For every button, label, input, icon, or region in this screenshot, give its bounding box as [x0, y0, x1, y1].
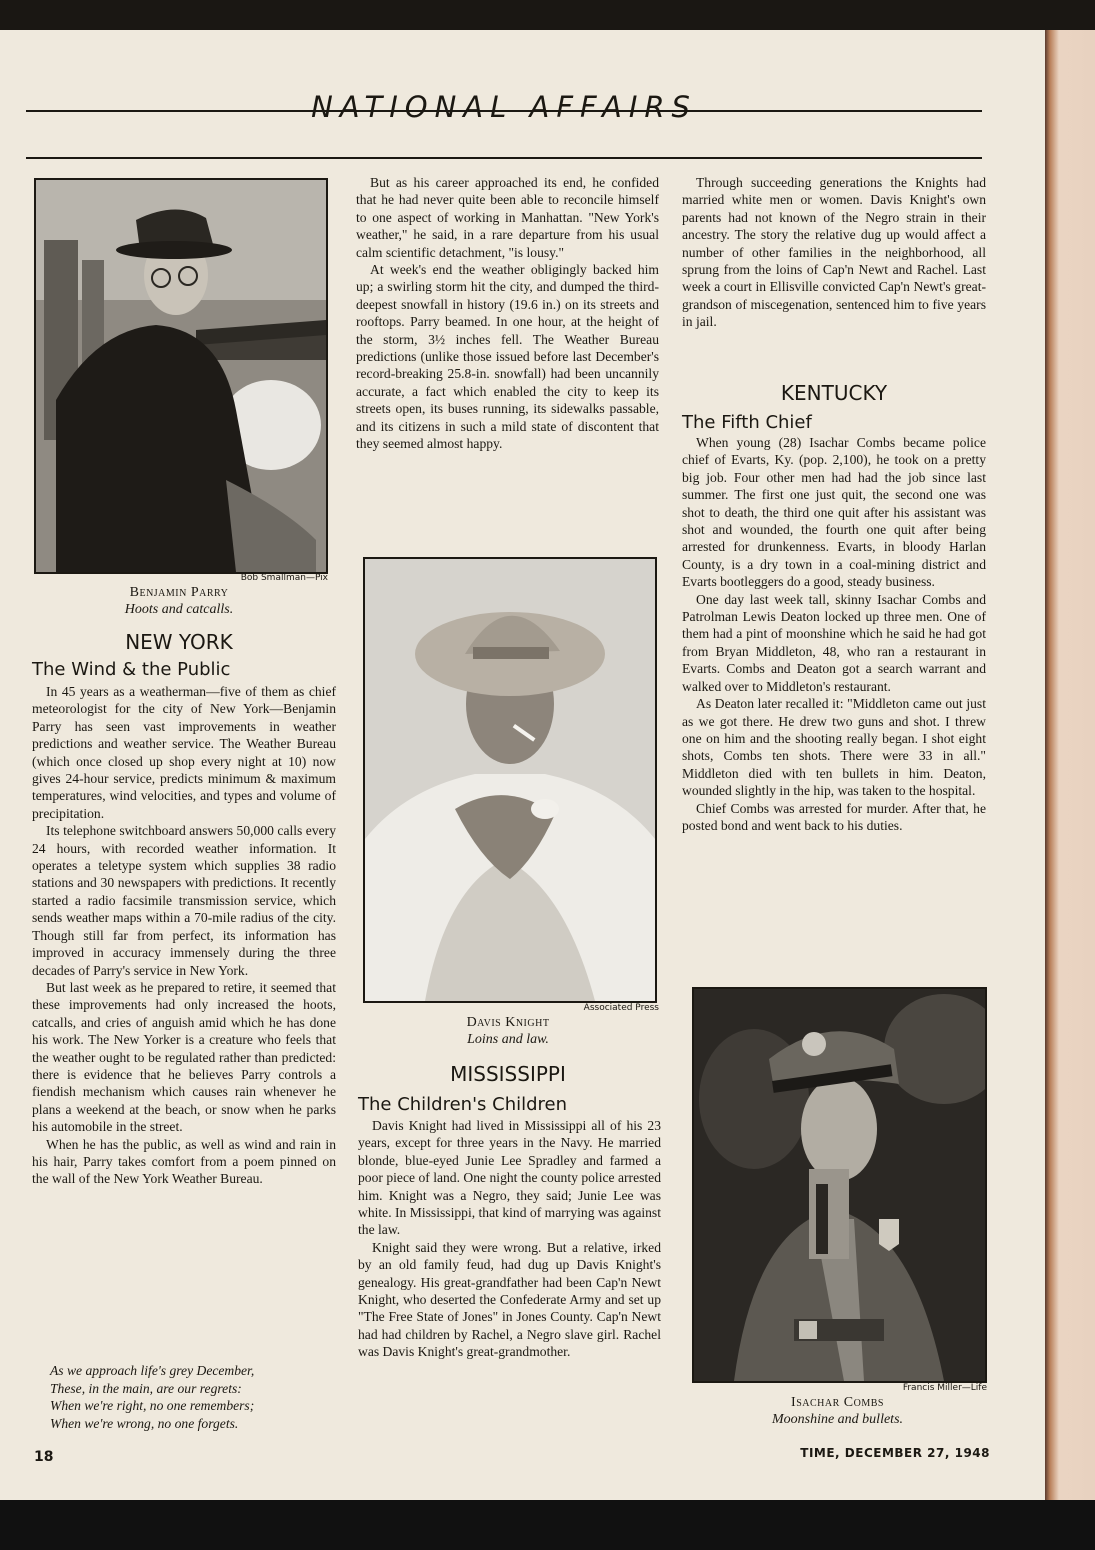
- caption-text-knight: Loins and law.: [467, 1032, 549, 1047]
- poem-line: When we're wrong, no one forgets.: [50, 1415, 239, 1431]
- paragraph: Knight said they were wrong. But a relative, irked by an old family feud, had dug up Davis Knight's genealogy. His great-grandfather had been Cap'n Newt Knight, who deserted the Confederate Army and set up "The Free State of Jones" in Jones County. Cap'n Newt had had children by Rachel, a Negro slave girl. Rachel was Davis Knight's great-grandmother.: [358, 1239, 661, 1360]
- paragraph: As Deaton later recalled it: "Middleton came out just as we got there. He drew two guns and shot. I threw one on him and the shooting really began. I shot eight shots, Combs ten shots. There were 33 in all." Middleton died with ten bullets in him. Deaton, wounded slightly in the hip, was taken to the hospital.: [682, 696, 986, 799]
- poem-line: When we're right, no one remembers;: [50, 1398, 255, 1414]
- paragraph: Through succeeding generations the Knights had married white men or women. Davis Knight's own parents had not known of the Negro strain in their ancestry. The story the relative dug up would affect a number of other families in the neighborhood, all sprung from the loins of Cap'n Newt and Rachel. Last week a court in Ellisville convicted Cap'n Newt's great-grandson of miscegenation, sentenced him to five years in jail.: [682, 175, 986, 330]
- photo-credit-knight: Associated Press: [583, 1003, 659, 1013]
- photo-credit-parry: Bob Smallman—Pix: [240, 573, 328, 583]
- photo-davis-knight: [363, 557, 657, 1003]
- article-kentucky-body: [682, 434, 986, 834]
- paragraph: Chief Combs was arrested for murder. After that, he posted bond and went back to his duties.: [682, 800, 986, 833]
- caption-name-knight: Davis Knight: [466, 1015, 550, 1030]
- caption-text-parry: Hoots and catcalls.: [124, 602, 234, 617]
- article-new-york-continued: [356, 174, 659, 453]
- section-heading-mississippi: MISSISSIPPI: [450, 1062, 566, 1086]
- headline-fifth-chief: The Fifth Chief: [682, 412, 812, 433]
- scan-background: [0, 1500, 1095, 1550]
- paragraph: One day last week tall, skinny Isachar Combs and Patrolman Lewis Deaton locked up three men. One of them had a pint of moonshine which he said he had got from Bryan Middleton, 48, who ran a restaurant in Evarts. Combs and Deaton got a search warrant and walked over to Middleton's restaurant.: [682, 591, 986, 694]
- photo-credit-combs: Francis Miller—Life: [902, 1383, 987, 1393]
- section-title: NATIONAL AFFAIRS: [311, 90, 697, 124]
- headline-childrens-children: The Children's Children: [358, 1094, 568, 1115]
- photo-benjamin-parry: [34, 178, 328, 574]
- photo-isachar-combs: [692, 987, 987, 1383]
- paragraph: Davis Knight had lived in Mississippi all of his 23 years, except for three years in the Navy. He married blonde, blue-eyed Junie Lee Spradley and farmed a poor piece of land. One night the county police arrested him. Knight was a Negro, they said; Junie Lee was white. In Mississippi, that kind of marrying was against the law.: [358, 1118, 661, 1238]
- paragraph: When young (28) Isachar Combs became police chief of Evarts, Ky. (pop. 2,100), he took on a pretty big job. Four other men had had the job since last summer. The first one just quit, the second one was shot to death, the third one quit after his assistant was shot and wounded, the fourth one quit after being arrested for drunkenness. Evarts, in bloody Harlan County, is a dry town in a coal-mining district and Evarts bootleggers do a good, steady business.: [682, 435, 986, 590]
- poem-line: These, in the main, are our regrets:: [50, 1380, 242, 1396]
- paragraph: But last week as he prepared to retire, it seemed that these improvements had only increased the hoots, catcalls, and cries of anguish amid which he has done his work. The New Yorker is a creature who feels that the weather ought to be regulated rather than predicted: there is evidence that he believes Parry controls a fiendish mechanism which causes rain whenever he plans a weekend at the beach, or snow when he parks his automobile in the street.: [32, 979, 336, 1135]
- header-rule-bottom: [26, 157, 982, 159]
- headline-wind-and-public: The Wind & the Public: [32, 659, 231, 680]
- paragraph: At week's end the weather obligingly backed him up; a swirling storm hit the city, and dumped the third-deepest snowfall in history (19.6 in.) on its streets and rooftops. Parry beamed. In one hour, at the height of the storm, 3½ inches fell. The Weather Bureau predictions (unlike those issued before last December's record-breaking 25.8-in. snowfall) had been uncannily accurate, a fact which enabled the city to keep its streets open, its buses running, its sidewalks passable, and its citizens in such a mild state of discontent that they seemed almost happy.: [356, 262, 659, 452]
- page-number: 18: [34, 1449, 54, 1465]
- caption-name-combs: Isachar Combs: [791, 1395, 884, 1410]
- article-mississippi-continued: [682, 174, 986, 331]
- caption-text-combs: Moonshine and bullets.: [771, 1412, 904, 1427]
- article-mississippi-body: [358, 1117, 661, 1361]
- paragraph: When he has the public, as well as wind and rain in his hair, Parry takes comfort from a poem pinned on the wall of the New York Weather Bureau.: [32, 1136, 336, 1187]
- paragraph: But as his career approached its end, he confided that he had never quite been able to reconcile himself to one aspect of working in Manhattan. "New York's weather," he said, in a rare departure from his usual calm scientific detachment, "is lousy.": [356, 175, 659, 260]
- adjacent-page-edge: [1045, 30, 1095, 1500]
- paragraph: In 45 years as a weatherman—five of them as chief meteorologist for the city of New York—Benjamin Parry has seen vast improvements in weather predictions and weather service. The Weather Bureau (which once closed up shop every night at 10) now gives 24-hour service, predicts minimum & maximum temperatures, wind velocities, and types and volume of precipitation.: [32, 684, 336, 821]
- paragraph: Its telephone switchboard answers 50,000 calls every 24 hours, with recorded weather information. It operates a teletype system which supplies 38 radio stations and 30 newspapers with predictions. It recently started a radio facsimile transmission service, which sends weather maps within a 70-mile radius of the city. Though still far from perfect, its information has improved in accuracy immensely during the three decades of Parry's service in New York.: [32, 823, 336, 978]
- article-new-york-body: [32, 683, 336, 1188]
- caption-name-parry: Benjamin Parry: [129, 585, 229, 600]
- section-heading-new-york: NEW YORK: [125, 630, 233, 654]
- section-heading-kentucky: KENTUCKY: [780, 381, 888, 405]
- publication-line: TIME, DECEMBER 27, 1948: [800, 1446, 990, 1460]
- weather-bureau-poem: [50, 1362, 340, 1432]
- poem-line: As we approach life's grey December,: [50, 1363, 255, 1378]
